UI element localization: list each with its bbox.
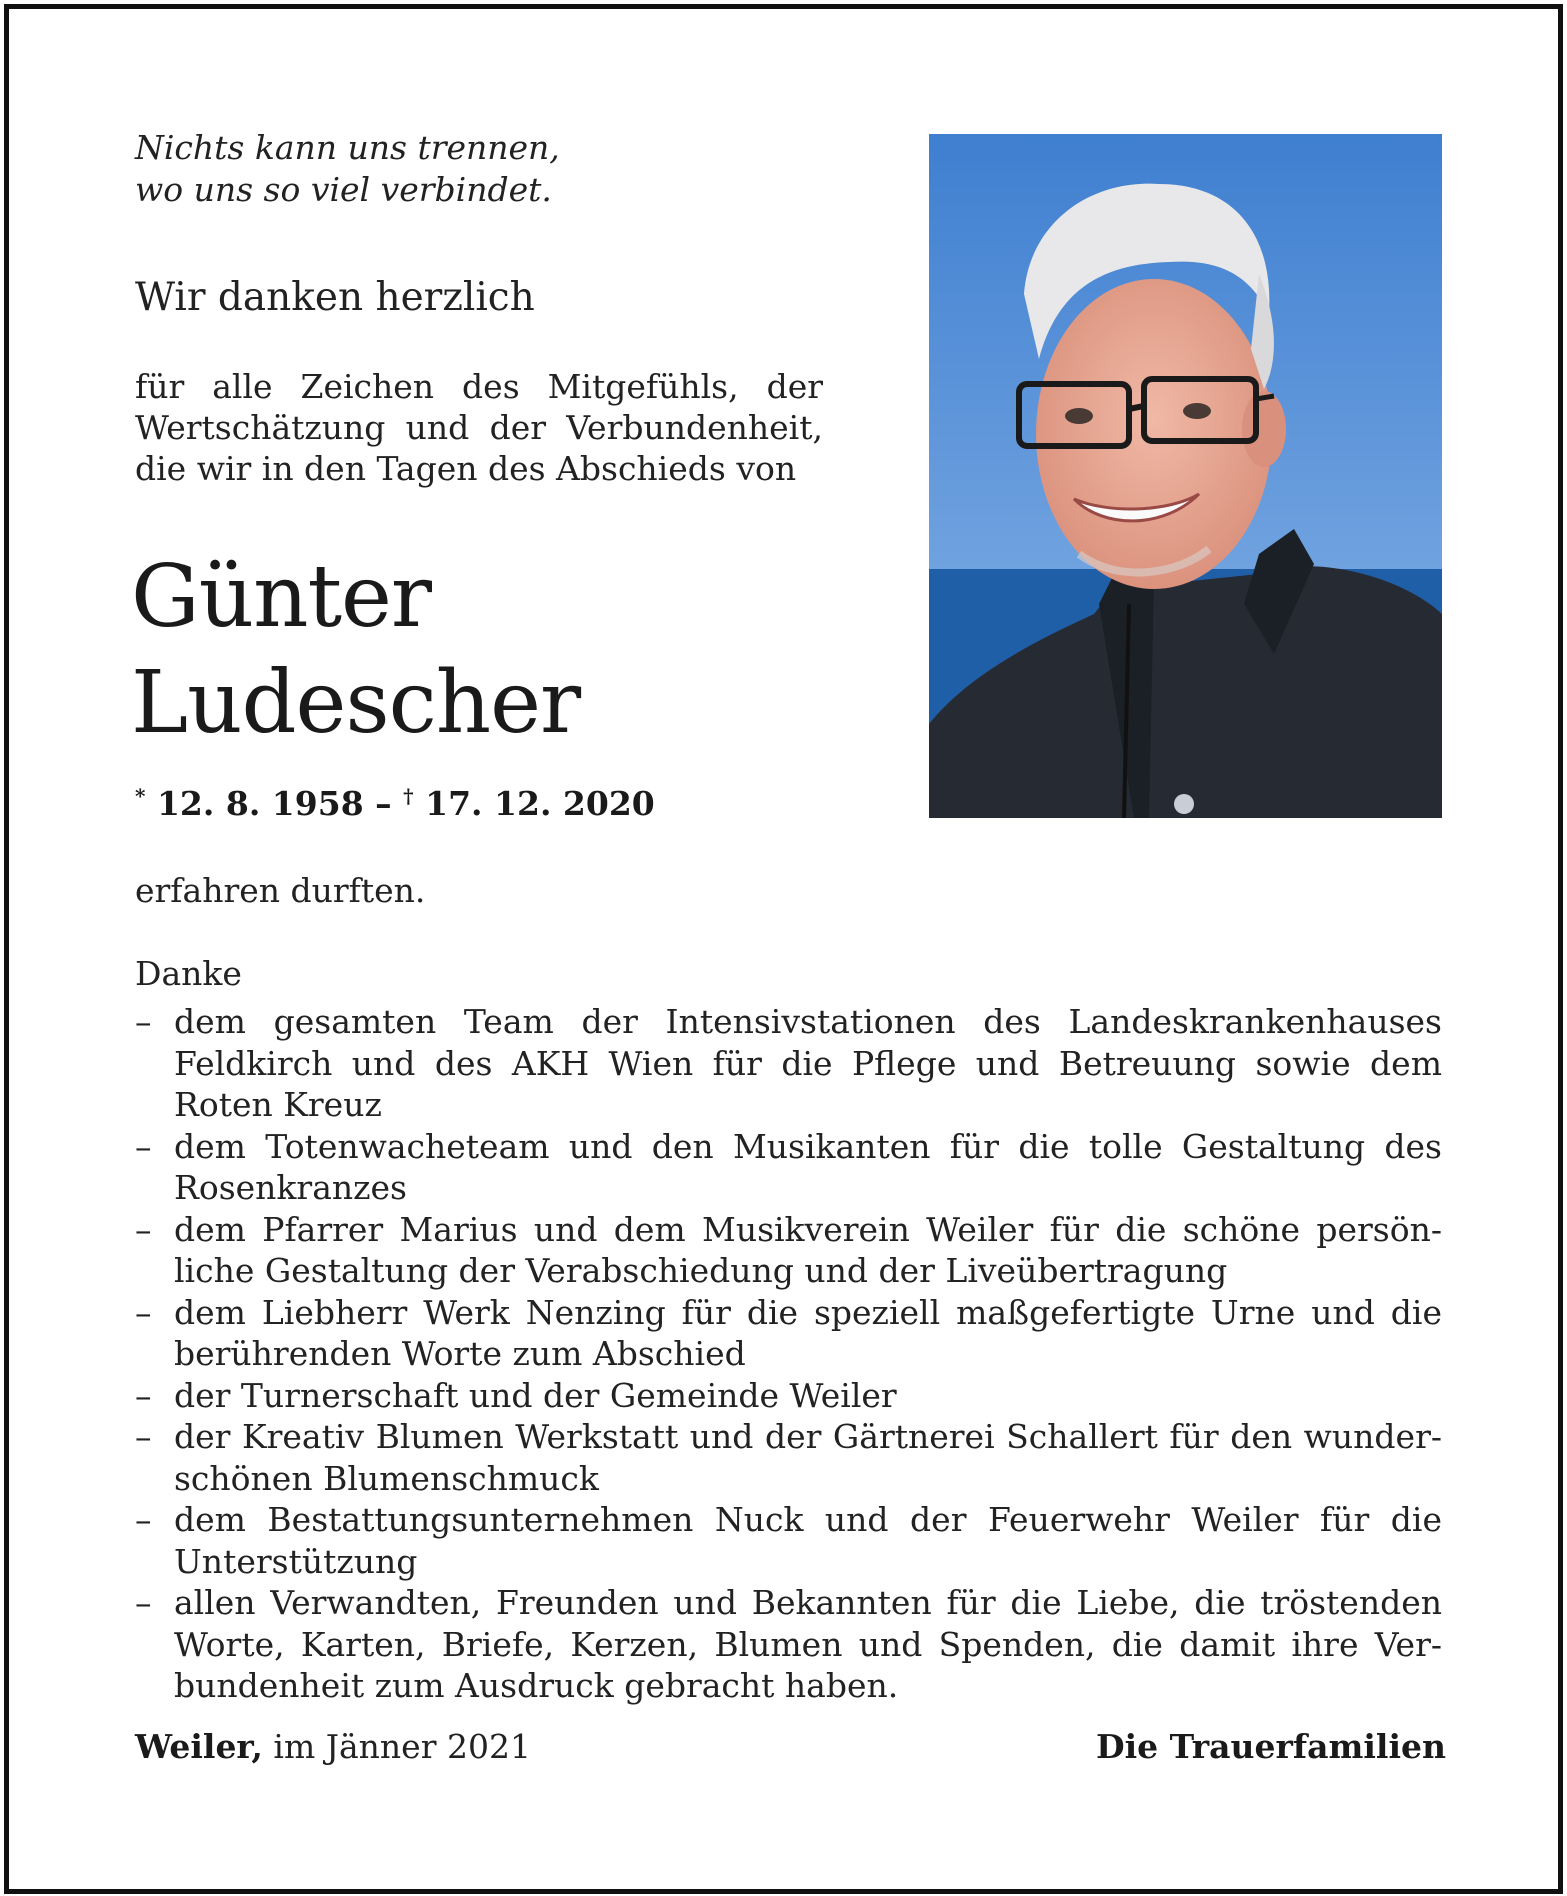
last-name: Ludescher [131,653,581,753]
received-text: erfahren durften. [135,871,426,910]
intro-line: für alle Zeichen des Mitgefühls, der [135,367,823,406]
motto-line: wo uns so viel verbindet. [135,170,552,209]
list-dash: – [135,1209,152,1249]
list-dash: – [135,1375,152,1415]
thanks-line: Feldkirch und des AKH Wien für die Pflege und Betreuung sowie dem [174,1043,1442,1083]
list-dash: – [135,1500,152,1539]
thanks-line: der Turnerschaft und der Gemeinde Weiler [174,1375,897,1415]
thanks-line: dem Totenwacheteam und den Musikanten für die tolle Gestaltung des [174,1126,1442,1166]
death-symbol: † [403,784,414,808]
thanks-item [135,1126,1442,1209]
thanks-line: allen Verwandten, Freunden und Bekannten für die Liebe, die tröstenden [174,1583,1442,1622]
danke-label: Danke [135,954,242,993]
place: Weiler, [135,1727,263,1766]
thanks-line: Roten Kreuz [174,1085,382,1124]
list-dash: – [135,1583,152,1622]
thanks-heading: Wir danken herzlich [135,275,535,320]
signature: Die Trauerfamilien [1095,1727,1446,1766]
motto [135,127,595,211]
thanks-item [135,1209,1442,1292]
thanks-line: Unterstützung [174,1541,418,1581]
thanks-line: berührenden Worte zum Abschied [174,1334,746,1373]
thanks-line: schönen Blumenschmuck [174,1458,599,1498]
intro-text [135,366,823,489]
death-date: 17. 12. 2020 [425,784,655,823]
thanks-line: dem gesamten Team der Intensivstationen des Landeskrankenhauses [174,1002,1442,1041]
portrait-photo [929,134,1442,818]
obituary-frame [4,4,1563,1894]
deceased-name [131,544,580,756]
thanks-line: Rosenkranzes [174,1168,407,1207]
thanks-item [135,1416,1442,1499]
life-dates [135,784,655,823]
thanks-item [135,1582,1442,1707]
thanks-item [135,1375,1442,1417]
list-dash: – [135,1417,152,1456]
thanks-list [135,1001,1442,1707]
place-date [135,1727,531,1766]
thanks-line: dem Liebherr Werk Nenzing für die speziell maßgefertigte Urne und die [174,1292,1442,1332]
thanks-line: Worte, Karten, Briefe, Kerzen, Blumen und Spenden, die damit ihre Ver- [174,1624,1442,1664]
thanks-item [135,1292,1442,1375]
list-dash: – [135,1292,152,1332]
first-name: Günter [131,547,432,647]
date-separator: – [375,784,392,823]
thanks-item [135,1499,1442,1582]
motto-line: Nichts kann uns trennen, [135,128,560,167]
list-dash: – [135,1002,152,1041]
birth-symbol: * [135,784,146,808]
obituary-content [9,9,1558,1889]
birth-date: 12. 8. 1958 [156,784,364,823]
date: im Jänner 2021 [273,1727,531,1766]
intro-line: Wertschätzung und der Verbundenheit, [135,408,823,447]
thanks-item [135,1001,1442,1126]
intro-line: die wir in den Tagen des Abschieds von [135,449,797,488]
thanks-line: bundenheit zum Ausdruck gebracht haben. [174,1666,899,1705]
thanks-line: liche Gestaltung der Verabschiedung und der Liveübertragung [174,1251,1228,1290]
thanks-line: dem Bestattungsunternehmen Nuck und der Feuerwehr Weiler für die [174,1500,1442,1539]
thanks-line: dem Pfarrer Marius und dem Musikverein Weiler für die schöne persön- [174,1209,1442,1249]
list-dash: – [135,1126,152,1166]
thanks-line: der Kreativ Blumen Werkstatt und der Gärtnerei Schallert für den wunder- [174,1417,1442,1456]
